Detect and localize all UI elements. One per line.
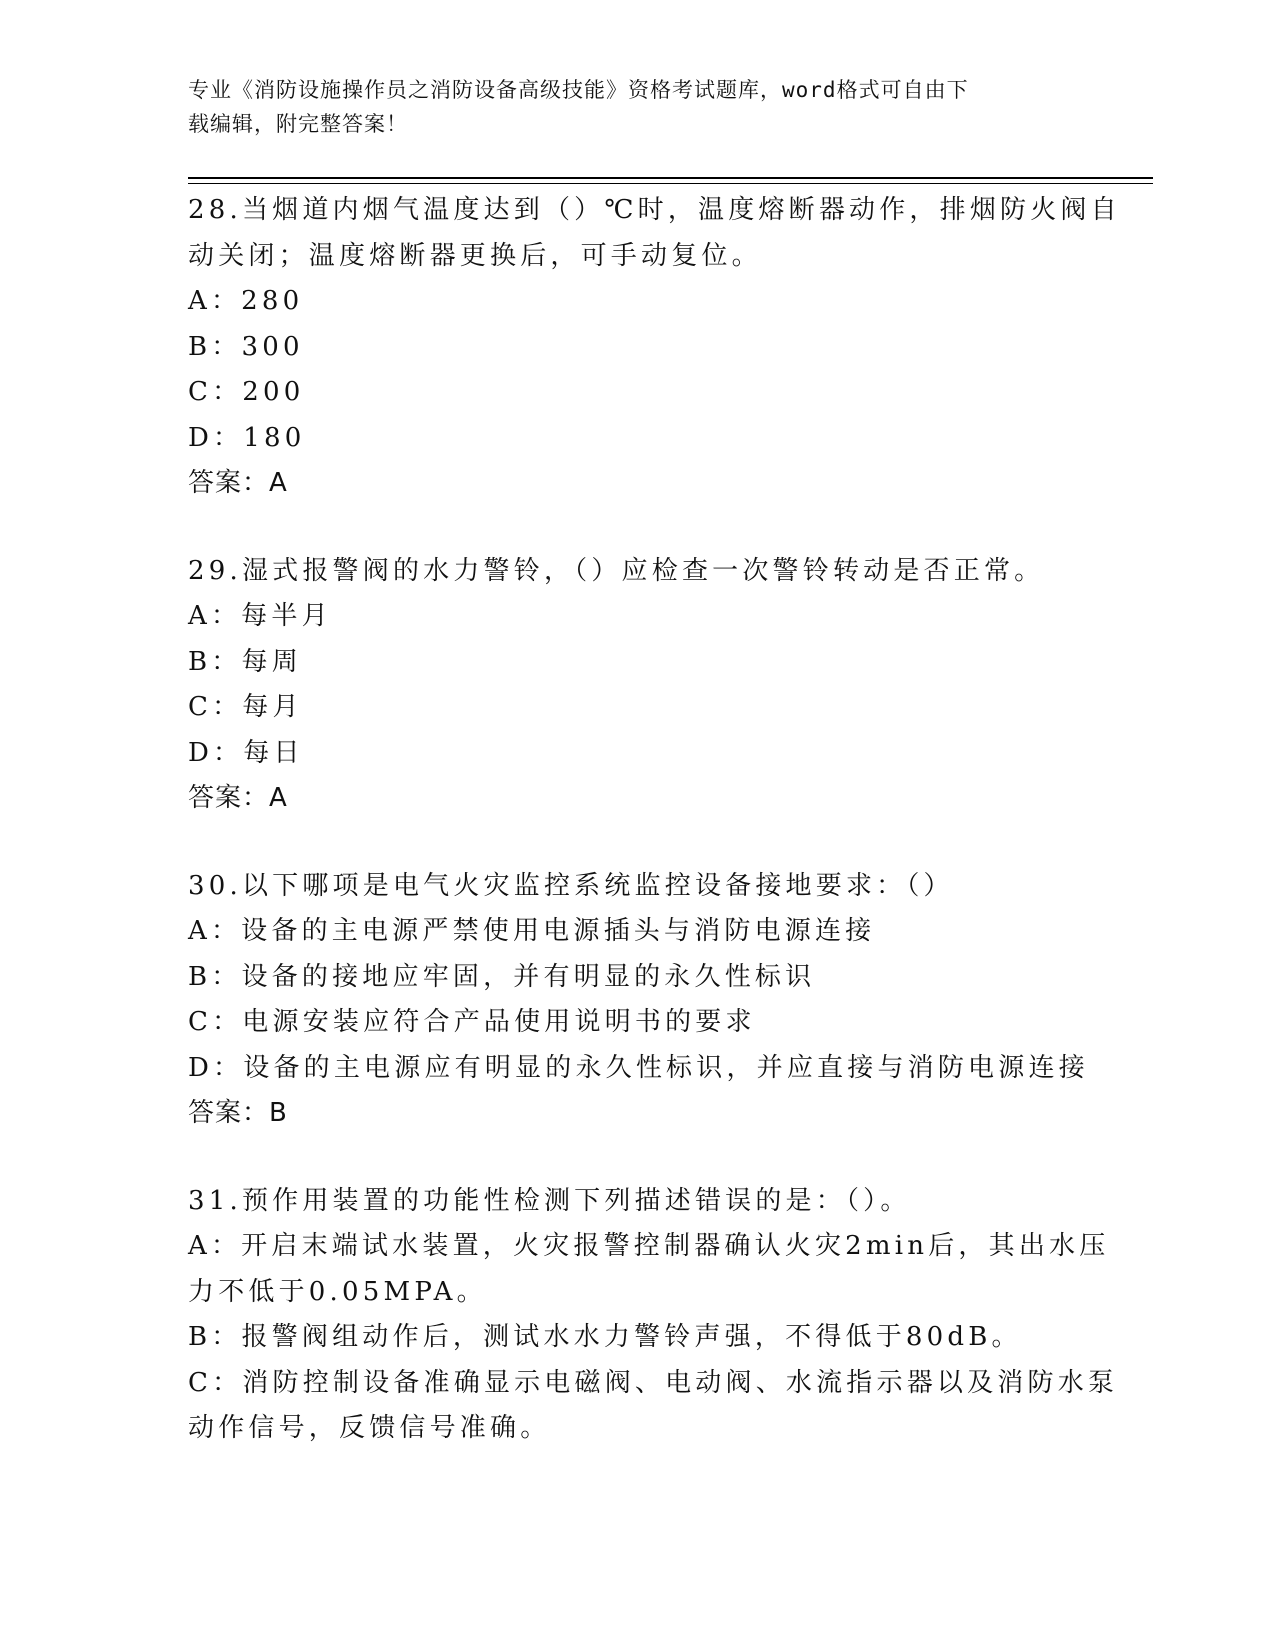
answer-label: 答案：A bbox=[188, 783, 288, 813]
option-c: C：200 bbox=[188, 377, 305, 407]
answer-label: 答案：A bbox=[188, 468, 288, 498]
question-stem: 30.以下哪项是电气火灾监控系统监控设备接地要求：（） bbox=[188, 870, 954, 901]
option-c: C：消防控制设备准确显示电磁阀、电动阀、水流指示器以及消防水泵 bbox=[188, 1367, 1119, 1398]
option-a: A：设备的主电源严禁使用电源插头与消防电源连接 bbox=[188, 916, 876, 946]
question-stem: 31.预作用装置的功能性检测下列描述错误的是：（）。 bbox=[188, 1185, 911, 1216]
option-d: D：180 bbox=[188, 422, 306, 453]
option-c-continued: 动作信号，反馈信号准确。 bbox=[188, 1413, 551, 1443]
question-stem: 28.当烟道内烟气温度达到（）℃时，温度熔断器动作，排烟防火阀自 bbox=[188, 195, 1121, 225]
option-a: A：开启末端试水装置，火灾报警控制器确认火灾2min后，其出水压 bbox=[188, 1231, 1110, 1261]
option-d: D：每日 bbox=[188, 737, 304, 768]
question-28 bbox=[188, 188, 1121, 507]
question-spacer bbox=[188, 507, 1088, 549]
document-header bbox=[188, 73, 1068, 141]
question-list bbox=[188, 188, 1121, 1452]
option-b: B：300 bbox=[188, 331, 304, 362]
question-stem: 29.湿式报警阀的水力警铃，（）应检查一次警铃转动是否正常。 bbox=[188, 555, 1045, 586]
option-b: B：每周 bbox=[188, 646, 302, 677]
option-b: B：设备的接地应牢固，并有明显的永久性标识 bbox=[188, 961, 816, 992]
answer-label: 答案：B bbox=[188, 1098, 288, 1128]
question-31 bbox=[188, 1179, 1119, 1452]
header-line-1: 专业《消防设施操作员之消防设备高级技能》资格考试题库，word格式可自由下 bbox=[188, 78, 969, 102]
option-b: B：报警阀组动作后，测试水水力警铃声强，不得低于80dB。 bbox=[188, 1322, 1022, 1352]
option-a-continued: 力不低于0.05MPA。 bbox=[188, 1276, 487, 1307]
option-c: C：每月 bbox=[188, 692, 303, 722]
option-c: C：电源安装应符合产品使用说明书的要求 bbox=[188, 1007, 756, 1037]
header-divider-thick bbox=[188, 177, 1153, 179]
question-29 bbox=[188, 549, 1088, 822]
header-line-2: 载编辑，附完整答案！ bbox=[188, 112, 408, 136]
question-spacer bbox=[188, 822, 1088, 864]
option-d: D：设备的主电源应有明显的永久性标识，并应直接与消防电源连接 bbox=[188, 1052, 1089, 1083]
question-spacer bbox=[188, 1137, 1088, 1179]
option-a: A：280 bbox=[188, 286, 304, 316]
header-divider-thin bbox=[188, 183, 1153, 184]
question-30 bbox=[188, 864, 1088, 1137]
question-stem-continued: 动关闭；温度熔断器更换后，可手动复位。 bbox=[188, 240, 762, 271]
option-a: A：每半月 bbox=[188, 601, 332, 631]
